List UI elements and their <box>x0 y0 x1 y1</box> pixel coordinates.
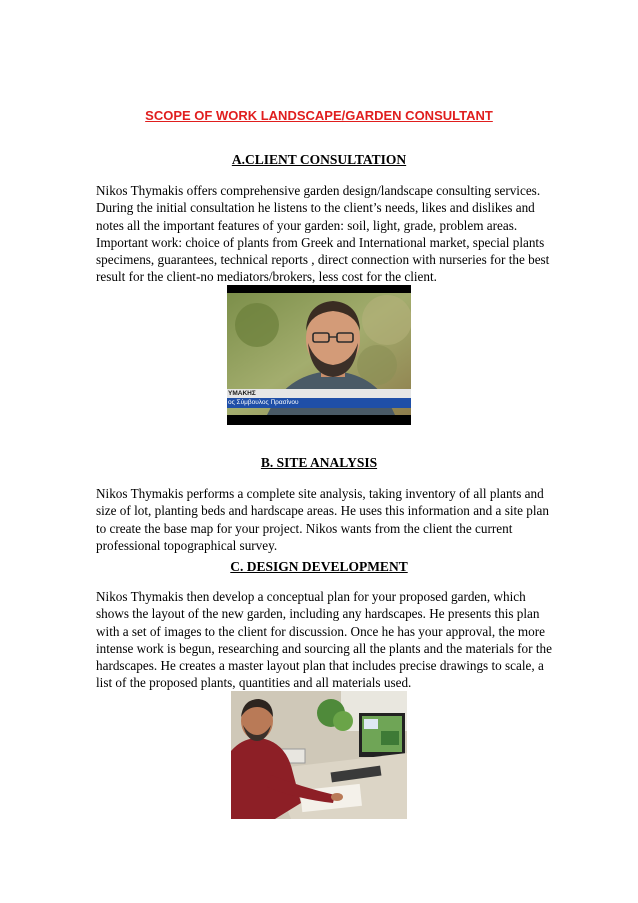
tv-interview-photo <box>227 285 411 425</box>
tv-caption-name: ΥΜΑΚΗΣ <box>228 390 256 397</box>
section-heading-design-development: C. DESIGN DEVELOPMENT <box>230 559 408 574</box>
text-line: specimens, guarantees, technical reports , direct connection with nurseries for the best <box>96 252 550 268</box>
tv-caption-role: ος Σύμβουλος Πρασίνου <box>228 399 299 406</box>
text-line: size of lot, planting beds and hardscape areas. He uses this information and a site plan <box>96 503 550 519</box>
text-line: During the initial consultation he listens to the client’s needs, likes and dislikes and <box>96 200 535 216</box>
section-body-design-development <box>96 588 552 692</box>
document-title: SCOPE OF WORK LANDSCAPE/GARDEN CONSULTANT <box>145 108 493 123</box>
section-body-client-consultation <box>96 182 548 286</box>
desk-work-photo <box>231 691 407 819</box>
section-heading-site-analysis: B. SITE ANALYSIS <box>260 455 378 470</box>
text-line: with a set of images to the client for discussion. Once he has your approval, the more <box>96 623 545 639</box>
text-line: Nikos Thymakis then develop a conceptual plan for your proposed garden, which <box>96 589 526 604</box>
text-line: Nikos Thymakis performs a complete site analysis, taking inventory of all plants and <box>96 486 544 501</box>
text-line: intense work is begun, researching and sourcing all the plants and the materials for the <box>96 640 552 656</box>
text-line: professional topographical survey. <box>96 537 278 553</box>
text-line: to create the base map for your project. Nikos wants from the client the current <box>96 520 513 536</box>
text-line: result for the client-no mediators/brokers, less cost for the client. <box>96 269 437 285</box>
text-line: Important work: choice of plants from Greek and International market, special plants <box>96 234 545 250</box>
text-line: list of the proposed plants, quantities and all materials used. <box>96 675 412 691</box>
text-line: Nikos Thymakis offers comprehensive garden design/landscape consulting services. <box>96 183 541 198</box>
text-line: notes all the important features of your garden: soil, light, grade, problem areas. <box>96 217 518 233</box>
text-line: hardscapes. He creates a master layout plan that includes precise drawings to scale, a <box>96 658 544 674</box>
section-heading-client-consultation: A.CLIENT CONSULTATION <box>231 152 407 167</box>
section-body-site-analysis <box>96 485 548 554</box>
text-line: shows the layout of the new garden, including any hardscapes. He presents this plan <box>96 606 540 622</box>
desk-work-illustration <box>231 691 407 819</box>
